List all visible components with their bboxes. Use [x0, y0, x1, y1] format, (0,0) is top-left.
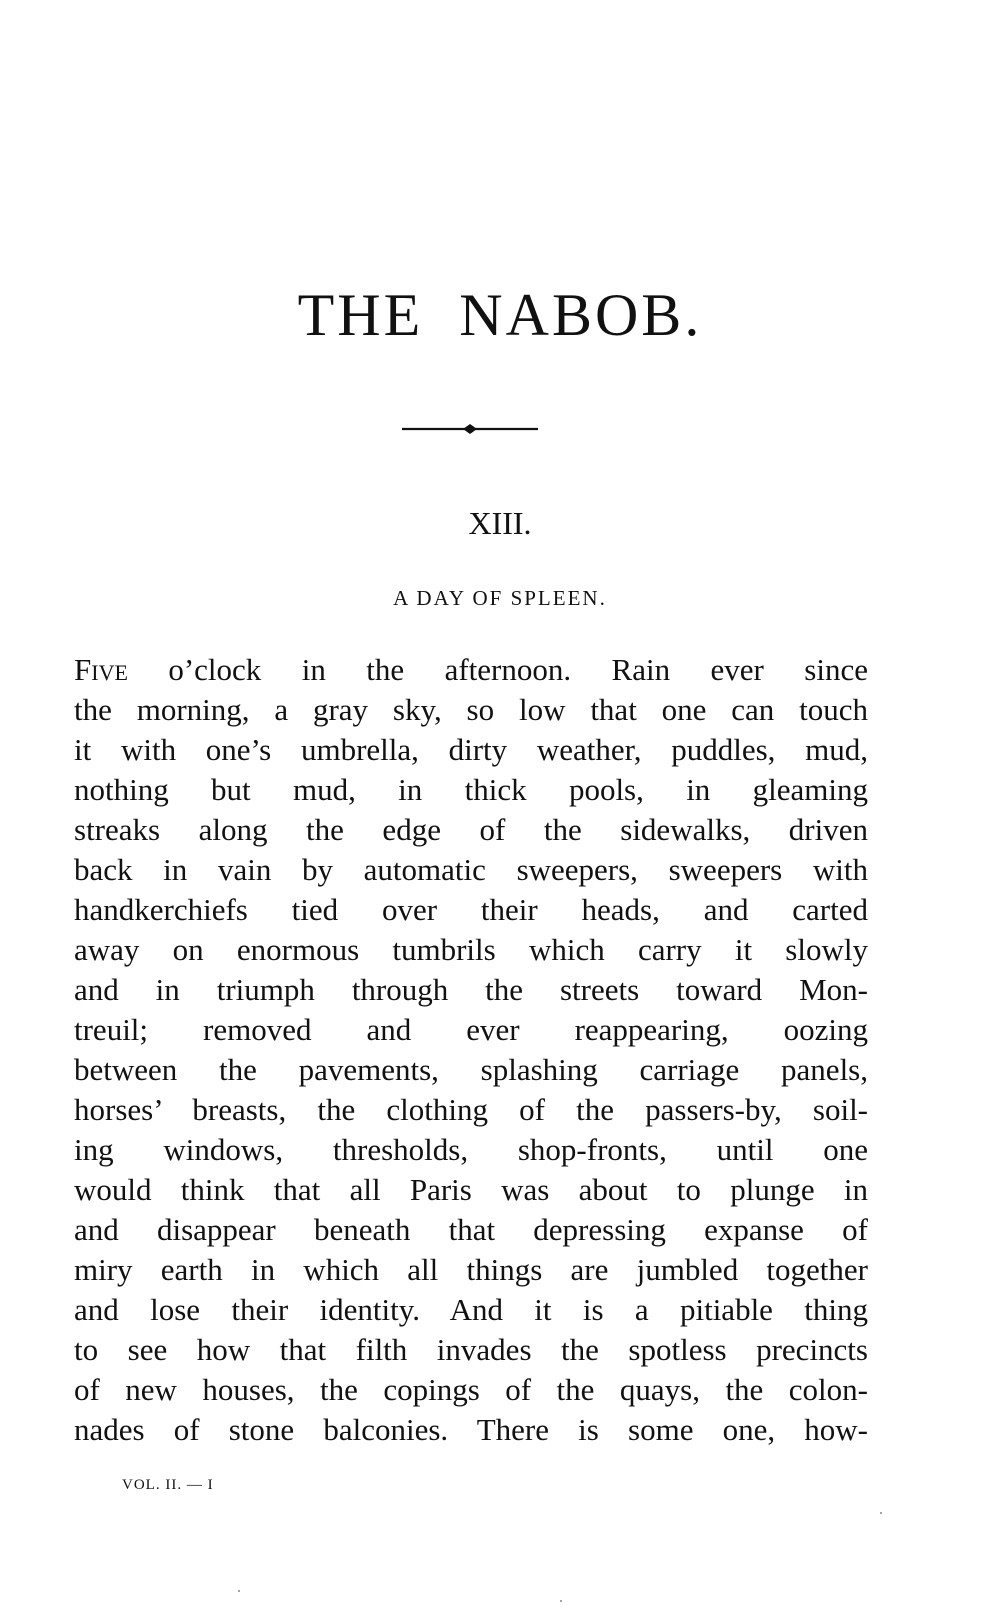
body-line: horses’ breasts, the clothing of the passers-by, soil-: [74, 1092, 868, 1127]
print-speck: [560, 1600, 562, 1602]
body-line: and disappear beneath that depressing expanse of: [74, 1212, 868, 1247]
body-line: nothing but mud, in thick pools, in gleaming: [74, 772, 868, 807]
body-line: to see how that filth invades the spotless precincts: [74, 1332, 868, 1367]
chapter-number: XIII.: [468, 505, 532, 541]
drop-word: Five: [74, 652, 128, 687]
body-line: miry earth in which all things are jumbled together: [74, 1252, 868, 1287]
book-title: THE NABOB.: [297, 282, 703, 348]
body-text: [74, 650, 868, 1450]
body-line: and lose their identity. And it is a pitiable thing: [74, 1292, 868, 1327]
print-speck: [880, 1512, 882, 1514]
body-line: away on enormous tumbrils which carry it slowly: [74, 932, 868, 967]
body-line: it with one’s umbrella, dirty weather, puddles, mud,: [74, 732, 868, 767]
print-speck: [238, 1590, 240, 1592]
body-line: ing windows, thresholds, shop-fronts, until one: [74, 1132, 868, 1167]
body-line: Five o’clock in the afternoon. Rain ever since: [74, 652, 868, 687]
ornament-divider-icon: [400, 422, 540, 436]
body-line: would think that all Paris was about to plunge in: [74, 1172, 868, 1207]
chapter-title: A DAY OF SPLEEN.: [393, 586, 607, 610]
body-line: treuil; removed and ever reappearing, oozing: [74, 1012, 868, 1047]
body-line: back in vain by automatic sweepers, sweepers with: [74, 852, 868, 887]
signature-mark: VOL. II. — I: [122, 1477, 214, 1493]
body-line: handkerchiefs tied over their heads, and carted: [74, 892, 868, 927]
body-line: and in triumph through the streets toward Mon-: [74, 972, 868, 1007]
body-line: of new houses, the copings of the quays, the colon-: [74, 1372, 868, 1407]
body-line: nades of stone balconies. There is some one, how-: [74, 1412, 868, 1447]
body-line: the morning, a gray sky, so low that one can touch: [74, 692, 868, 727]
body-line: between the pavements, splashing carriage panels,: [74, 1052, 868, 1087]
body-line: streaks along the edge of the sidewalks, driven: [74, 812, 868, 847]
